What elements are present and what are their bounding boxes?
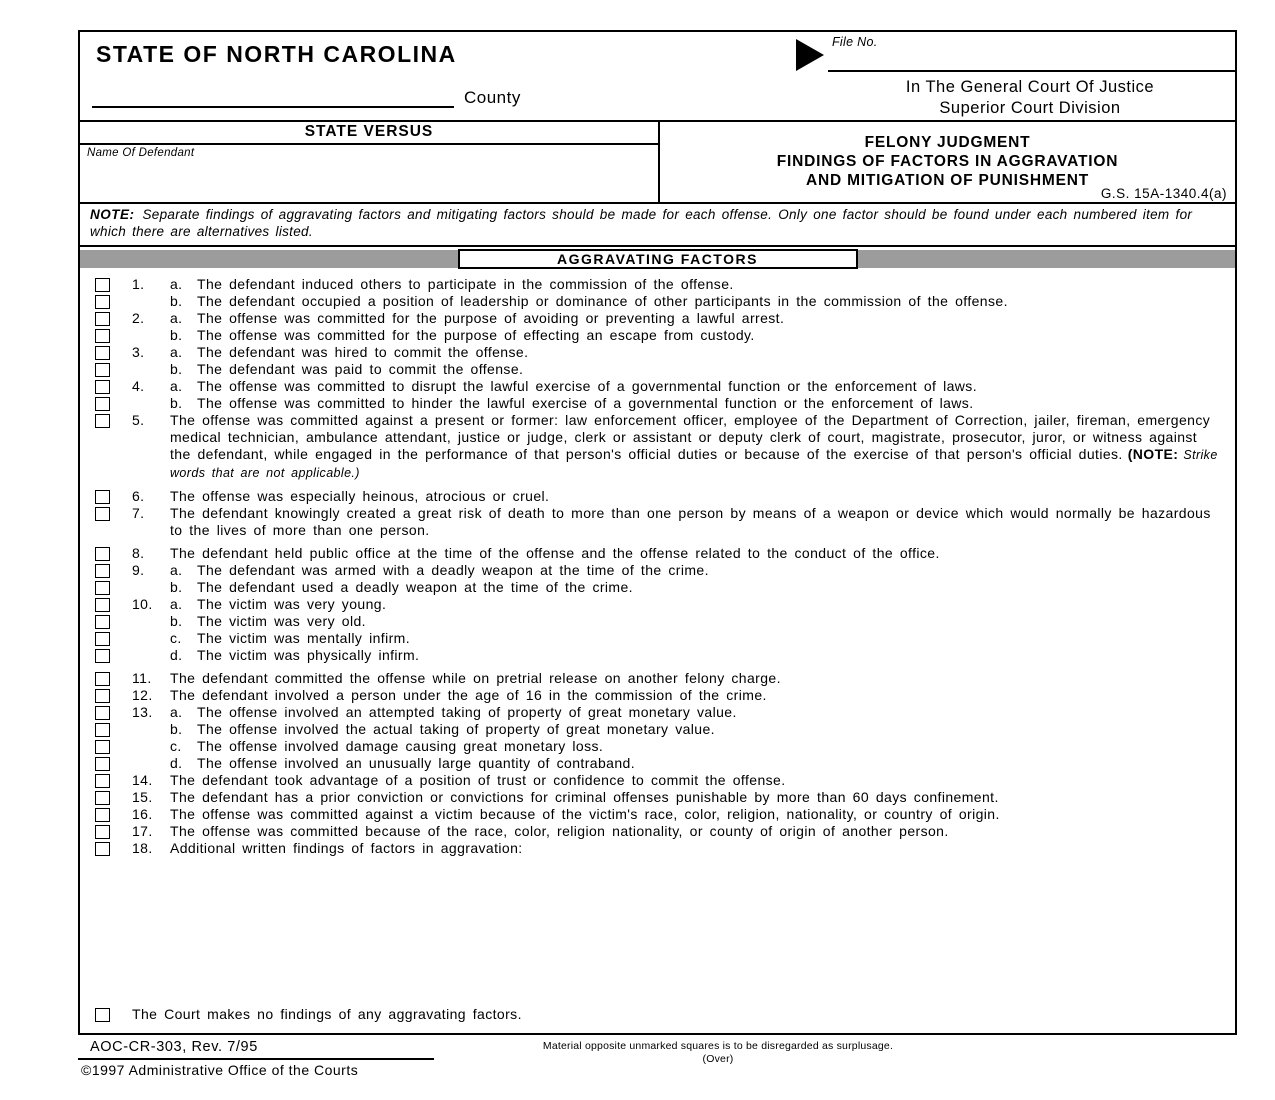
factor-number: 17.	[132, 823, 153, 839]
factor-10d-checkbox[interactable]	[95, 649, 110, 663]
factor-row	[80, 613, 1235, 630]
factor-letter: c.	[170, 630, 182, 646]
factor-6-checkbox[interactable]	[95, 490, 110, 504]
factor-text: The victim was very young.	[197, 596, 387, 612]
form-title-line-3: AND MITIGATION OF PUNISHMENT	[805, 172, 1090, 189]
factor-letter: a.	[170, 596, 183, 612]
factor-12-checkbox[interactable]	[95, 689, 110, 703]
factor-text: The defendant induced others to participate in the commission of the offense.	[197, 276, 734, 292]
factors-list	[80, 276, 1235, 857]
factor-13a-checkbox[interactable]	[95, 706, 110, 720]
factor-row	[80, 488, 1235, 505]
factor-row	[80, 806, 1235, 823]
factor-text: The defendant committed the offense while on pretrial release on another felony charge.	[170, 670, 781, 686]
factor-letter: d.	[170, 755, 183, 771]
factor-row	[80, 840, 1235, 857]
factor-text: The defendant took advantage of a position of trust or confidence to commit the offense.	[170, 772, 786, 788]
county-field-group	[92, 82, 521, 108]
factor-text: The offense was committed to hinder the lawful exercise of a governmental function or the enforcement of laws.	[197, 395, 974, 411]
factor-number: 4.	[132, 378, 145, 394]
factor-row	[80, 327, 1235, 344]
caption-row	[80, 122, 1235, 204]
factor-number: 16.	[132, 806, 153, 822]
factor-row	[80, 562, 1235, 579]
factor-number: 3.	[132, 344, 145, 360]
factor-17-checkbox[interactable]	[95, 825, 110, 839]
factor-letter: b.	[170, 361, 183, 377]
factor-row	[80, 545, 1235, 562]
form-title-line-2: FINDINGS OF FACTORS IN AGGRAVATION	[776, 153, 1119, 170]
file-no-label: File No.	[832, 35, 878, 49]
factor-text: The offense involved the actual taking of property of great monetary value.	[197, 721, 715, 737]
factor-row	[80, 755, 1235, 772]
factor-9a-checkbox[interactable]	[95, 564, 110, 578]
factor-row	[80, 823, 1235, 840]
felony-judgment-form	[78, 30, 1237, 1035]
factor-text: The offense was committed for the purpose of avoiding or preventing a lawful arrest.	[197, 310, 785, 326]
factor-letter: a.	[170, 276, 183, 292]
factor-number: 5.	[132, 412, 145, 428]
factor-7-checkbox[interactable]	[95, 507, 110, 521]
factor-number: 8.	[132, 545, 145, 561]
factor-letter: a.	[170, 562, 183, 578]
defendant-name-field[interactable]	[80, 161, 658, 195]
factor-text: The defendant has a prior conviction or convictions for criminal offenses punishable by more than 60 days confinement.	[170, 789, 999, 805]
factor-18-checkbox[interactable]	[95, 842, 110, 856]
section-title: AGGRAVATING FACTORS	[458, 249, 858, 269]
court-block	[824, 77, 1236, 119]
factor-letter: b.	[170, 721, 183, 737]
no-findings-row	[80, 1006, 1235, 1023]
factor-number: 7.	[132, 505, 145, 521]
factor-note-text: Strike words that are not applicable.)	[170, 448, 1218, 480]
band-bar-right	[858, 250, 1236, 268]
factor-letter: b.	[170, 327, 183, 343]
over-label: (Over)	[702, 1052, 734, 1065]
factor-row	[80, 344, 1235, 361]
statute-reference: G.S. 15A-1340.4(a)	[1100, 186, 1227, 201]
factor-text: The defendant knowingly created a great risk of death to more than one person by means of a weapon or device which would normally be hazardous to the lives of more than one person.	[170, 505, 1211, 538]
factor-4b-checkbox[interactable]	[95, 397, 110, 411]
defendant-section	[80, 122, 660, 202]
factor-letter: a.	[170, 704, 183, 720]
form-number: AOC-CR-303, Rev. 7/95	[78, 1039, 434, 1060]
factor-text: The offense was committed to disrupt the lawful exercise of a governmental function or the enforcement of laws.	[197, 378, 977, 394]
factor-text: The offense was committed for the purpose of effecting an escape from custody.	[197, 327, 755, 343]
factor-3b-checkbox[interactable]	[95, 363, 110, 377]
factor-number: 18.	[132, 840, 153, 856]
factor-text: The defendant was armed with a deadly weapon at the time of the crime.	[197, 562, 709, 578]
factor-number: 10.	[132, 596, 153, 612]
factor-note-label: (NOTE:	[1127, 446, 1179, 462]
factor-row	[80, 412, 1235, 482]
band-bar-left	[80, 250, 458, 268]
factor-row	[80, 738, 1235, 755]
footer-center	[458, 1040, 978, 1065]
factor-number: 13.	[132, 704, 153, 720]
factor-3a-checkbox[interactable]	[95, 346, 110, 360]
factors-section	[80, 269, 1235, 1033]
factor-text: The offense was committed because of the race, color, religion nationality, or county of origin of another person.	[170, 823, 949, 839]
copyright: ©1997 Administrative Office of the Courts	[81, 1062, 359, 1078]
factor-1b-checkbox[interactable]	[95, 295, 110, 309]
factor-row	[80, 630, 1235, 647]
factor-row	[80, 361, 1235, 378]
factor-16-checkbox[interactable]	[95, 808, 110, 822]
factor-letter: d.	[170, 647, 183, 663]
factor-letter: a.	[170, 310, 183, 326]
factor-row	[80, 276, 1235, 293]
factor-row	[80, 721, 1235, 738]
factor-13d-checkbox[interactable]	[95, 757, 110, 771]
aggravating-factors-band	[80, 249, 1235, 269]
factor-text: The offense involved an attempted taking of property of great monetary value.	[197, 704, 737, 720]
factor-text: The offense was committed against a present or former: law enforcement officer, employee of the Department of Correction, jailer, fireman, emergency medical technician, ambulance attendant, justice or judge, clerk or assistant or deputy clerk of court, magistrate, prosecutor, juror, or witness against the defendant, while engaged in the performance of that person's official duties or because of the exercise of that person's official duties. (NOTE: Strike words that are not applicable.)	[170, 412, 1218, 480]
factor-letter: b.	[170, 293, 183, 309]
factor-text: The offense was especially heinous, atrocious or cruel.	[170, 488, 550, 504]
form-title-line-1: FELONY JUDGMENT	[864, 134, 1031, 151]
factor-text: The offense was committed against a victim because of the victim's race, color, religion, nationality, or country of origin.	[170, 806, 1000, 822]
factor-row	[80, 596, 1235, 613]
factor-row	[80, 647, 1235, 664]
no-findings-checkbox[interactable]	[95, 1008, 110, 1022]
form-header	[80, 32, 1235, 122]
factor-11-checkbox[interactable]	[95, 672, 110, 686]
factor-number: 9.	[132, 562, 145, 578]
surplusage-disclaimer: Material opposite unmarked squares is to be disregarded as surplusage.	[542, 1040, 894, 1052]
court-line-1: In The General Court Of Justice	[905, 78, 1155, 96]
note-text: Separate findings of aggravating factors and mitigating factors should be made for each offense. Only one factor should be found under each numbered item for which there are alternatives listed.	[90, 207, 1193, 239]
factor-10b-checkbox[interactable]	[95, 615, 110, 629]
state-versus-heading: STATE VERSUS	[80, 122, 658, 145]
factor-row	[80, 293, 1235, 310]
factor-text: The victim was mentally infirm.	[197, 630, 410, 646]
factor-number: 15.	[132, 789, 153, 805]
factor-text: Additional written findings of factors in aggravation:	[170, 840, 523, 856]
arrow-right-icon	[796, 39, 824, 71]
factor-letter: c.	[170, 738, 182, 754]
factor-1a-checkbox[interactable]	[95, 278, 110, 292]
factor-number: 2.	[132, 310, 145, 326]
factor-text: The defendant held public office at the time of the offense and the offense related to the conduct of the office.	[170, 545, 940, 561]
factor-letter: b.	[170, 395, 183, 411]
additional-findings-write-area[interactable]	[80, 857, 1235, 1006]
factor-13c-checkbox[interactable]	[95, 740, 110, 754]
factor-row	[80, 772, 1235, 789]
factor-2a-checkbox[interactable]	[95, 312, 110, 326]
factor-4a-checkbox[interactable]	[95, 380, 110, 394]
factor-8-checkbox[interactable]	[95, 547, 110, 561]
factor-number: 11.	[132, 670, 152, 686]
factor-15-checkbox[interactable]	[95, 791, 110, 805]
court-line-2: Superior Court Division	[939, 99, 1121, 117]
factor-text: The defendant involved a person under the age of 16 in the commission of the crime.	[170, 687, 767, 703]
factor-text: The victim was physically infirm.	[197, 647, 420, 663]
no-findings-text: The Court makes no findings of any aggravating factors.	[132, 1006, 522, 1022]
defendant-name-label: Name Of Defendant	[87, 147, 195, 159]
factor-row	[80, 789, 1235, 806]
footer	[78, 1039, 1237, 1078]
factor-13b-checkbox[interactable]	[95, 723, 110, 737]
county-label: County	[464, 88, 521, 107]
factor-letter: a.	[170, 344, 183, 360]
form-title-section	[660, 122, 1235, 202]
factor-row	[80, 395, 1235, 412]
factor-14-checkbox[interactable]	[95, 774, 110, 788]
factor-row	[80, 310, 1235, 327]
factor-letter: a.	[170, 378, 183, 394]
factor-number: 12.	[132, 687, 153, 703]
note-label: NOTE:	[90, 207, 135, 222]
factor-row	[80, 579, 1235, 596]
factor-number: 6.	[132, 488, 145, 504]
factor-10c-checkbox[interactable]	[95, 632, 110, 646]
factor-letter: b.	[170, 613, 183, 629]
factor-5-checkbox[interactable]	[95, 414, 110, 428]
factor-number: 1.	[132, 276, 145, 292]
factor-letter: b.	[170, 579, 183, 595]
file-no-input-line[interactable]	[828, 70, 1235, 72]
factor-text: The victim was very old.	[197, 613, 366, 629]
state-title: STATE OF NORTH CAROLINA	[96, 41, 457, 67]
factor-text: The defendant used a deadly weapon at the time of the crime.	[197, 579, 633, 595]
factor-text: The offense involved an unusually large quantity of contraband.	[197, 755, 635, 771]
factor-row	[80, 670, 1235, 687]
factor-10a-checkbox[interactable]	[95, 598, 110, 612]
county-input-line[interactable]	[92, 82, 454, 108]
factor-row	[80, 505, 1235, 539]
note-section	[80, 204, 1235, 247]
factor-text: The defendant was hired to commit the offense.	[197, 344, 529, 360]
factor-9b-checkbox[interactable]	[95, 581, 110, 595]
factor-text: The defendant was paid to commit the offense.	[197, 361, 524, 377]
factor-2b-checkbox[interactable]	[95, 329, 110, 343]
factor-text: The defendant occupied a position of leadership or dominance of other participants in the commission of the offense.	[197, 293, 1008, 309]
factor-number: 14.	[132, 772, 153, 788]
factor-text: The offense involved damage causing great monetary loss.	[197, 738, 604, 754]
factor-row	[80, 687, 1235, 704]
factor-row	[80, 704, 1235, 721]
factor-row	[80, 378, 1235, 395]
